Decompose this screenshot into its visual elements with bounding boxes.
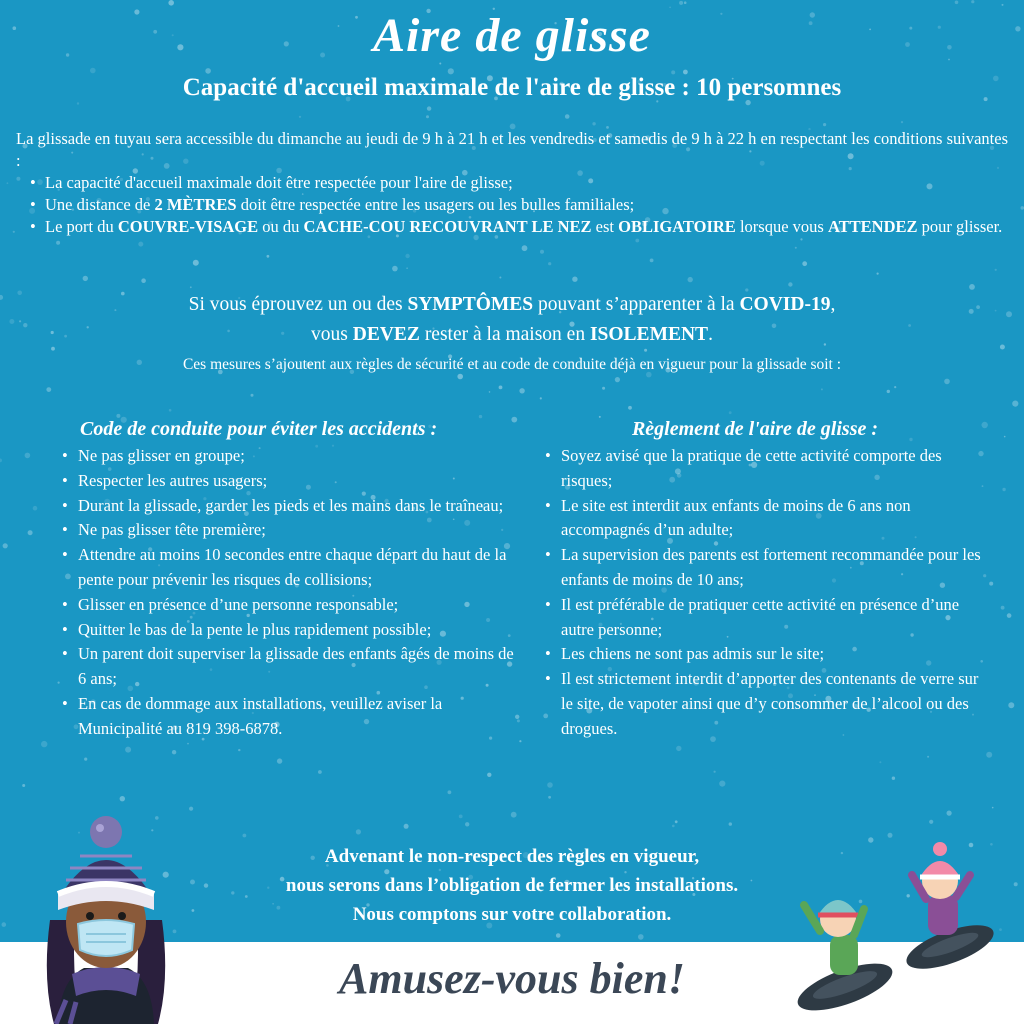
condition-item: • Une distance de 2 MÈTRES doit être respectée entre les usagers ou les bulles familiales;: [16, 194, 1016, 216]
rule-item: • Durant la glissade, garder les pieds et les mains dans le traîneau;: [62, 494, 522, 519]
rule-item: • La supervision des parents est fortement recommandée pour les enfants de moins de 10 ans;: [545, 543, 985, 593]
symptoms-warning: [0, 290, 1024, 350]
reglement-heading: Règlement de l'aire de glisse :: [631, 418, 879, 440]
rule-item: • Ne pas glisser en groupe;: [62, 444, 522, 469]
intro-text: La glissade en tuyau sera accessible du dimanche au jeudi de 9 h à 21 h et les vendredis et samedis de 9 h à 22 h en respectant les conditions suivantes :: [16, 129, 1008, 170]
farewell-text: Amusez-vous bien!: [339, 954, 685, 1003]
closing-line-1: Advenant le non-respect des règles en vigueur,: [324, 846, 700, 867]
rule-item: • Un parent doit superviser la glissade des enfants âgés de moins de 6 ans;: [62, 642, 522, 692]
rule-item: • En cas de dommage aux installations, veuillez aviser la Municipalité au 819 398-6878.: [62, 692, 522, 742]
condition-item: • La capacité d'accueil maximale doit être respectée pour l'aire de glisse;: [16, 172, 1016, 194]
reglement-list: [545, 444, 985, 742]
rule-item: • Il est strictement interdit d’apporter des contenants de verre sur le site, de vapoter ainsi que d’y consommer de l’alcool ou des drogues.: [545, 667, 985, 741]
rule-item: • Les chiens ne sont pas admis sur le site;: [545, 642, 985, 667]
rule-item: • Glisser en présence d’une personne responsable;: [62, 593, 522, 618]
rule-item: • Le site est interdit aux enfants de moins de 6 ans non accompagnés d’un adulte;: [545, 494, 985, 544]
page-title: Aire de glisse: [373, 9, 651, 62]
rule-item: • Attendre au moins 10 secondes entre chaque départ du haut de la pente pour prévenir les risques de collisions;: [62, 543, 522, 593]
closing-line-3: Nous comptons sur votre collaboration.: [352, 904, 672, 925]
rule-item: • Ne pas glisser tête première;: [62, 518, 522, 543]
rule-item: • Soyez avisé que la pratique de cette activité comporte des risques;: [545, 444, 985, 494]
rule-item: • Quitter le bas de la pente le plus rapidement possible;: [62, 618, 522, 643]
rule-item: • Respecter les autres usagers;: [62, 469, 522, 494]
conditions-list: [16, 172, 1016, 238]
closing-line-2: nous serons dans l’obligation de fermer les installations.: [285, 875, 739, 896]
code-conduite-list: [62, 444, 522, 742]
symptoms-line-1: Si vous éprouvez un ou des SYMPTÔMES pouvant s’apparenter à la COVID-19,: [188, 294, 836, 315]
condition-item: • Le port du COUVRE-VISAGE ou du CACHE-COU RECOUVRANT LE NEZ est OBLIGATOIRE lorsque vous ATTENDEZ pour glisser.: [16, 216, 1016, 238]
page-subtitle: Capacité d'accueil maximale de l'aire de glisse : 10 persomnes: [182, 74, 842, 101]
reglement-section: [545, 416, 985, 742]
kids-sledding-icon: [790, 835, 1015, 1024]
intro-section: [16, 128, 1016, 238]
symptoms-line-2: vous DEVEZ rester à la maison en ISOLEMENT.: [311, 324, 713, 345]
code-conduite-heading: Code de conduite pour éviter les accidents :: [80, 418, 438, 440]
code-conduite-section: [62, 416, 522, 742]
measures-note: Ces mesures s’ajoutent aux règles de sécurité et au code de conduite déjà en vigueur pour la glissade soit :: [182, 356, 842, 373]
rule-item: • Il est préférable de pratiquer cette activité en présence d’une autre personne;: [545, 593, 985, 643]
girl-with-mask-icon: [36, 810, 176, 1024]
